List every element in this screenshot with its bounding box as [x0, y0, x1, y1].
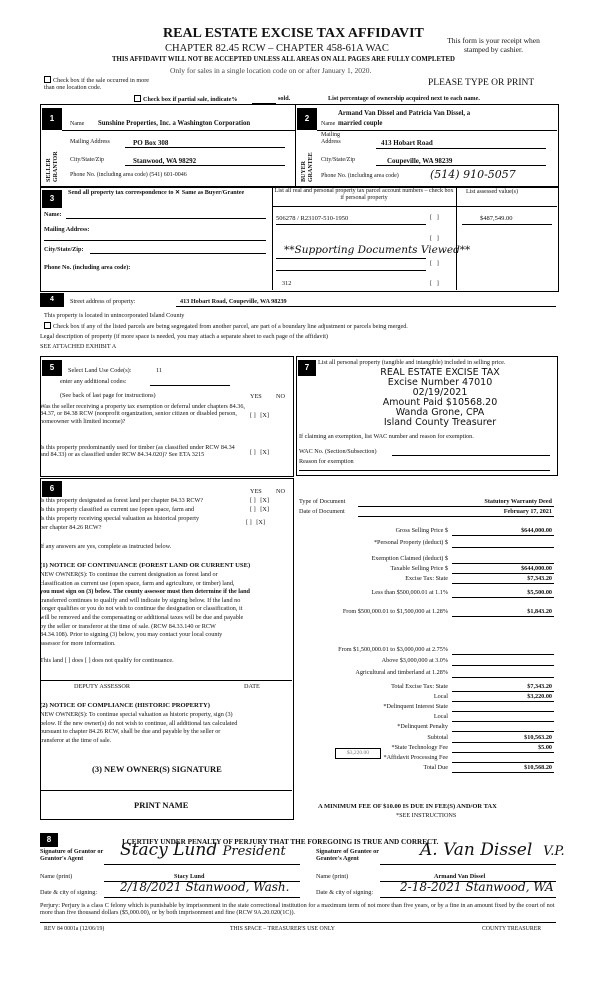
parcel-checkbox-2[interactable]: [ ]: [430, 235, 439, 242]
type-doc-value: Statutory Warranty Deed: [484, 498, 552, 505]
additional-codes: enter any additional codes:: [60, 378, 127, 385]
notice1-line: longer qualifies or you do not wish to continue the designation or classification, it: [40, 605, 243, 613]
calc-row-label: Gross Selling Price $: [395, 527, 448, 534]
notice1-title: (1) NOTICE OF CONTINUANCE (FOREST LAND OR CURRENT USE): [40, 562, 251, 569]
notice1-line: by the seller or transferor at the time of sale. (RCW 84.33.140 or RCW: [40, 622, 216, 630]
buyer-mailing: 413 Hobart Road: [381, 139, 433, 147]
type-or-print: PLEASE TYPE OR PRINT: [428, 78, 535, 88]
calc-row-label: Local: [433, 713, 448, 720]
calc-row-value: $644,000.00: [521, 565, 552, 572]
seller-city: Stanwood, WA 98292: [133, 157, 197, 165]
date-label: DATE: [244, 683, 260, 690]
type-doc-label: Type of Document: [299, 498, 346, 505]
grantee-date-label: Date & city of signing:: [316, 889, 374, 896]
section-3-badge: 3: [42, 190, 62, 208]
calc-row-line: [452, 547, 554, 548]
notice1-line: you must sign on (3) below. The county assessor must then determine if the land: [40, 588, 250, 596]
calc-row-line: [452, 691, 554, 692]
calc-row-label: *Delinquent Penalty: [397, 723, 448, 730]
wac-number: WAC No. (Section/Subsection): [299, 448, 377, 455]
seller-mailing-label: Mailing Address: [70, 139, 110, 145]
print-name-label: PRINT NAME: [134, 800, 189, 810]
calc-row-label: Local: [433, 693, 448, 700]
date-doc-value: February 17, 2021: [503, 508, 552, 515]
calc-row-line: [452, 731, 554, 732]
notice1-line: will be removed and the compensating or additional taxes will be due and payable: [40, 613, 244, 621]
grantor-name-label: Name (print): [40, 873, 73, 880]
only-for-note: Only for sales in a single location code on or after January 1, 2020.: [170, 66, 372, 75]
form-subtitle: CHAPTER 82.45 RCW – CHAPTER 458-61A WAC: [165, 43, 389, 54]
street-label: Street address of property:: [70, 298, 136, 305]
land-use-code: 11: [156, 367, 162, 374]
calc-row-line: [452, 752, 554, 753]
calc-row-label: *Delinquent Interest State: [383, 703, 448, 710]
notice1-line: NEW OWNER(S): To continue the current designation as forest land or: [40, 571, 218, 578]
grantor-date-city: 2/18/2021 Stanwood, Wash.: [120, 880, 290, 894]
calc-row-label: Excise Tax: State: [405, 575, 448, 582]
sold-label: sold.: [278, 95, 291, 102]
notice1-body: [40, 571, 250, 648]
stamp-line-5: Wanda Grone, CPA: [395, 407, 485, 418]
calc-row-value: $644,000.00: [521, 527, 552, 534]
receipt-note: This form is your receipt when stamped by cashier.: [447, 36, 540, 54]
section-5-badge: 5: [42, 360, 62, 376]
stamp-line-2: Excise Number 47010: [387, 377, 493, 388]
s5-yes: YES: [250, 393, 262, 400]
calc-row-line: [452, 573, 554, 574]
parcel-checkbox-4[interactable]: [ ]: [430, 280, 439, 287]
s6-q2-answer[interactable]: [ ] [X]: [250, 506, 269, 513]
stamp-line-4: Amount Paid $10568.20: [382, 397, 498, 408]
notice1-line: transferred continues to qualify and will indicate by signing below. If the land no: [40, 596, 241, 604]
see-instructions: *SEE INSTRUCTIONS: [396, 812, 457, 819]
buyer-mailing-label: Mailing Address: [321, 132, 341, 146]
notice1-line: assessor for more information.: [40, 639, 116, 647]
buyer-city: Coupeville, WA 98239: [387, 157, 453, 165]
calc-row-value: $10,568.20: [524, 764, 552, 771]
seller-grantor-label: SELLER GRANTOR: [46, 151, 60, 182]
calc-row-label: Less than $500,000.01 at 1.1%: [371, 589, 448, 596]
grantee-date-city: 2-18-2021 Stanwood, WA: [400, 880, 554, 894]
notice2-line: transferor at the time of sale.: [40, 736, 112, 744]
section-4-badge: 4: [40, 293, 64, 307]
s5-q1-answer[interactable]: [ ] [X]: [250, 412, 269, 419]
calc-row-label: Agricultural and timberland at 1.28%: [355, 669, 448, 676]
grantor-date-label: Date & city of signing:: [40, 889, 98, 896]
corr-city-label: City/State/Zip:: [44, 246, 84, 253]
calc-row-label: From $500,000.01 to $1,500,000 at 1.28%: [342, 608, 448, 615]
buyer-name-line2: married couple: [338, 120, 383, 127]
calc-row-line: [452, 677, 554, 678]
calc-row-label: *Personal Property (deduct) $: [373, 539, 448, 546]
calc-row-label: Taxable Selling Price $: [390, 565, 448, 572]
warning-line: THIS AFFIDAVIT WILL NOT BE ACCEPTED UNLESS ALL AREAS ON ALL PAGES ARE FULLY COMPLETED: [112, 56, 455, 63]
form-title: REAL ESTATE EXCISE TAX AFFIDAVIT: [163, 26, 424, 41]
buyer-city-label: City/State/Zip: [321, 157, 355, 163]
section-6-badge: 6: [42, 481, 62, 497]
notice1-line: classification as current use (open space, farm and agriculture, or timber) land,: [40, 579, 235, 587]
corr-phone-label: Phone No. (including area code):: [44, 264, 131, 271]
exhibit-note: SEE ATTACHED EXHIBIT A: [40, 343, 117, 350]
calc-row-line: [452, 654, 554, 655]
s6-question2: Is this property classified as current use (open space, farm and: [40, 506, 195, 513]
section-2-badge: 2: [297, 108, 317, 130]
partial-sale-check[interactable]: Check box if partial sale, indicate%: [134, 95, 238, 103]
notice1-line: 84.34.108). Prior to signing (3) below, you may contact your local county: [40, 631, 223, 639]
calc-row-label: *State Technology Fee: [391, 744, 448, 751]
buyer-phone-label: Phone No. (including area code): [321, 173, 399, 179]
s5-question1: Was the seller receiving a property tax exemption or deferral under chapters 84.36, 84.37, or 84.38 RCW (nonprofit organization, senior citizen or disabled person, homeowner with limited income)?: [40, 403, 245, 425]
calc-row-line: [452, 701, 554, 702]
section-8-badge: 8: [40, 833, 58, 847]
grantee-name-label: Name (print): [316, 873, 349, 880]
calc-row-label: Exemption Claimed (deduct) $: [371, 555, 448, 562]
buyer-name-line1: Armand Van Dissel and Patricia Van Dissel, a: [338, 110, 471, 117]
calc-row-line: [452, 772, 554, 773]
calc-row-label: From $1,500,000.01 to $3,000,000 at 2.75%: [338, 646, 448, 653]
calc-row-line: [452, 535, 554, 536]
assessed-header: List assessed value(s): [466, 189, 518, 195]
notice2-line: pursuant to chapter 84.26 RCW, shall be due and payable by the seller or: [40, 728, 221, 736]
certify-statement: I CERTIFY UNDER PENALTY OF PERJURY THAT THE FOREGOING IS TRUE AND CORRECT.: [122, 838, 439, 846]
stamp-line-3: 02/19/2021: [412, 387, 468, 398]
s6-q1-answer[interactable]: [ ] [X]: [250, 497, 269, 504]
calc-row-value: $1,843.20: [527, 608, 552, 615]
s6-question3: Is this property receiving special valuation as historical property: [40, 515, 200, 522]
segregated-check[interactable]: Check box if any of the listed parcels are being segregated from another parcel, are part of a boundary line adjustment or parcels being merged.: [44, 322, 408, 330]
grantee-signature-label: Signature of Grantee or Grantee's Agent: [316, 848, 379, 863]
section-1-badge: 1: [42, 108, 62, 130]
seller-name-label: Name: [70, 121, 85, 127]
assessed-value: $487,549.00: [480, 215, 513, 222]
s5-question2: Is this property predominantly used for timber (as classified under RCW 84.34 and 84.33) or as classified under RCW 84.34.020)? See ETA 3215: [40, 444, 235, 459]
buyer-grantee-label: BUYER GRANTEE: [301, 152, 315, 182]
parcel-checkbox[interactable]: [ ]: [430, 214, 439, 221]
deputy-assessor-label: DEPUTY ASSESSOR: [74, 683, 130, 690]
calc-row-label: Subtotal: [427, 734, 448, 741]
calc-row-line: [452, 711, 554, 712]
new-owner-signature-label: (3) NEW OWNER(S) SIGNATURE: [92, 764, 222, 774]
date-doc-label: Date of Document: [299, 508, 345, 515]
s6-question1: Is this property designated as forest land per chapter 84.33 RCW?: [40, 497, 204, 504]
supporting-docs-stamp: **Supporting Documents Viewed**: [284, 244, 471, 256]
treasurer-use-only: THIS SPACE – TREASURER'S USE ONLY: [230, 926, 335, 932]
seller-phone: Phone No. (including area code) (541) 601-0046: [70, 172, 187, 178]
calc-row-line: [452, 597, 554, 598]
calc-small-box: $3,220.00: [335, 748, 381, 759]
s5-q2-answer[interactable]: [ ] [X]: [250, 449, 269, 456]
multi-location-check[interactable]: Check box if the sale occurred in more than one location code.: [44, 77, 150, 92]
street-address: 413 Hobart Road, Coupeville, WA 98239: [180, 298, 287, 305]
location-note: This property is located in unincorporated Island County: [44, 312, 185, 319]
grantee-signature[interactable]: A. Van Dissel V.P.: [420, 840, 565, 860]
legal-description-label: Legal description of property (if more space is needed, you may attach a separate sheet to each page of the affidavit): [40, 333, 328, 340]
parcel-header: List all real and personal property tax parcel account numbers – check box if personal property: [274, 188, 454, 202]
calc-row-line: [452, 616, 554, 617]
s6-yes: YES: [250, 488, 262, 495]
calc-row-line: [452, 563, 554, 564]
calc-row-value: $3,220.00: [527, 693, 552, 700]
parcel-checkbox-3[interactable]: [ ]: [430, 260, 439, 267]
calc-row-line: [452, 762, 554, 763]
s6-q3-answer[interactable]: [ ] [X]: [246, 519, 265, 526]
exemption-claim: If claiming an exemption, list WAC number and reason for exemption.: [299, 433, 474, 440]
corr-name-label: Name:: [44, 211, 62, 218]
calc-row-value: $7,343.20: [527, 575, 552, 582]
seller-name: Sunshine Properties, Inc. a Washington Corporation: [98, 120, 251, 127]
seller-mailing: PO Box 308: [133, 139, 169, 147]
perjury-warning: Perjury: Perjury is a class C felony which is punishable by imprisonment in the state correctional institution for a maximum term of not more than five years, or by a fine in an amount fixed by the court of not more than five thousand dollars ($5,000.00), or by both imprisonment and fine (RCW 9A.20.020(1C)).: [40, 902, 555, 917]
notice2-line: NEW OWNER(S): To continue special valuation as historic property, sign (3): [40, 711, 233, 718]
exemption-reason: Reason for exemption: [299, 458, 354, 465]
land-qualify: This land [ ] does [ ] does not qualify for continuance.: [40, 657, 174, 664]
grantee-name: Armand Van Dissel: [434, 873, 486, 880]
form-number: REV 84 0001a (12/06/19): [44, 926, 105, 932]
buyer-name-label: Name: [321, 121, 336, 127]
calc-row-value: $5,500.00: [527, 589, 552, 596]
calc-row-value: $7,343.20: [527, 683, 552, 690]
calc-row-label: Total Due: [423, 764, 448, 771]
parcel-extra: 312: [282, 280, 292, 287]
s6-no: NO: [276, 488, 285, 495]
buyer-phone: (514) 910-5057: [430, 168, 516, 181]
calc-row-label: *Affidavit Processing Fee: [383, 754, 448, 761]
seller-city-label: City/State/Zip: [70, 157, 104, 163]
calc-row-value: $5.00: [538, 744, 552, 751]
notice2-line: below. If the new owner(s) do not wish to continue, all additional tax calculated: [40, 719, 238, 727]
grantor-signature[interactable]: Stacy Lund President: [120, 840, 286, 860]
grantor-name: Stacy Lund: [174, 873, 205, 880]
parcel-number: 506278 / R23107-510-1950: [276, 215, 349, 222]
excise-stamp: [350, 368, 530, 428]
grantor-signature-label: Signature of Grantor or Grantor's Agent: [40, 848, 104, 863]
stamp-line-1: REAL ESTATE EXCISE TAX: [380, 367, 500, 378]
calc-row-value: $10,563.20: [524, 734, 552, 741]
county-treasurer: COUNTY TREASURER: [482, 926, 542, 932]
percentage-note: List percentage of ownership acquired next to each name.: [328, 95, 480, 102]
section-7-badge: 7: [298, 360, 316, 376]
stamp-line-6: Island County Treasurer: [383, 417, 497, 428]
notice2-body: [40, 711, 237, 745]
calc-row-line: [452, 665, 554, 666]
if-yes-note: If any answers are yes, complete as instructed below.: [40, 543, 172, 550]
notice2-title: (2) NOTICE OF COMPLIANCE (HISTORIC PROPERTY): [40, 702, 210, 709]
minimum-fee-note: A MINIMUM FEE OF $10.00 IS DUE IN FEE(S) AND/OR TAX: [318, 803, 497, 810]
calc-row-line: [452, 583, 554, 584]
calc-row-line: [452, 742, 554, 743]
calc-row-label: Total Excise Tax: State: [391, 683, 448, 690]
correspondence-title: Send all property tax correspondence to ✕ Same as Buyer/Grantee: [68, 189, 245, 196]
calc-row-label: Above $3,000,000 at 3.0%: [381, 657, 448, 664]
calc-row-line: [452, 721, 554, 722]
s5-no: NO: [276, 393, 285, 400]
personal-property-label: List all personal property (tangible and intangible) included in selling price.: [318, 359, 506, 366]
s6-question3-cont: per chapter 84.26 RCW?: [40, 524, 102, 531]
land-use-label: Select Land Use Code(s):: [68, 367, 132, 374]
see-back: (See back of last page for instructions): [60, 392, 156, 399]
corr-mailing-label: Mailing Address:: [44, 226, 90, 233]
